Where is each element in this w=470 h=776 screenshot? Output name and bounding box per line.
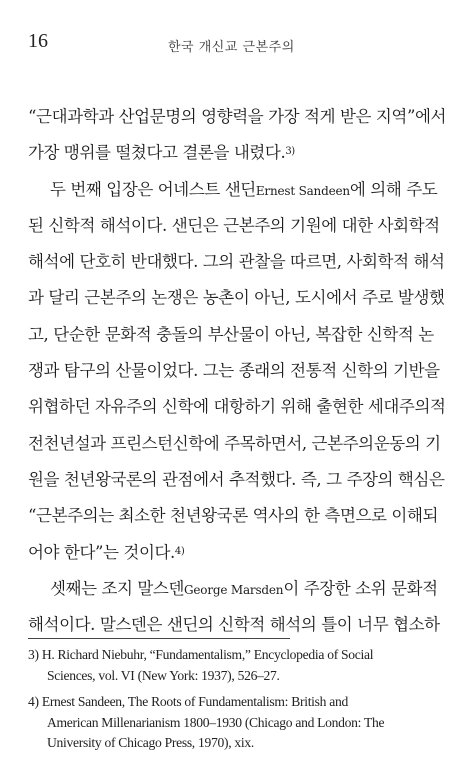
text-line xyxy=(28,208,448,244)
page-number: 16 xyxy=(28,30,48,52)
text-line xyxy=(28,498,448,534)
text-run: 과 달리 근본주의 논쟁은 농촌이 아닌, 도시에서 주로 발생했 xyxy=(28,288,445,308)
footnote-line: Sciences, vol. VI (New York: 1937), 526–27. xyxy=(47,667,280,683)
author-name-latin: George Marsden xyxy=(184,582,284,597)
text-line xyxy=(28,280,448,316)
text-run: “근본주의는 최소한 천년왕국론 역사의 한 측면으로 이해되 xyxy=(28,506,439,526)
text-run: 두 번째 입장은 어네스트 샌딘 xyxy=(50,179,256,199)
text-run: 해석에 단호히 반대했다. 그의 관찰을 따르면, 사회학적 해석 xyxy=(28,252,445,272)
text-line xyxy=(28,535,448,571)
running-head: 한국 개신교 근본주의 xyxy=(168,40,295,55)
text-line xyxy=(28,135,448,171)
text-run: 이 주장한 소위 문화적 xyxy=(283,578,438,598)
author-name-latin: Ernest Sandeen xyxy=(255,183,350,198)
text-line xyxy=(28,426,448,462)
text-run: 고, 단순한 문화적 충돌의 부산물이 아닌, 복잡한 신학적 논 xyxy=(28,324,434,344)
text-line xyxy=(28,389,448,425)
body-text xyxy=(28,99,448,643)
text-run: 에 의해 주도 xyxy=(349,179,438,199)
footnote-line: American Millenarianism 1800–1930 (Chicago and London: The xyxy=(47,714,385,730)
footnote-reference: 4) xyxy=(174,545,185,557)
text-run: 위협하던 자유주의 신학에 대항하기 위해 출현한 세대주의적 xyxy=(28,397,446,417)
footnote-line: 4) Ernest Sandeen, The Roots of Fundamentalism: British and xyxy=(28,694,348,709)
text-line xyxy=(28,99,448,135)
text-run: 가장 맹위를 떨쳤다고 결론을 내렸다. xyxy=(28,143,286,163)
footnote-line: 3) H. Richard Niebuhr, “Fundamentalism,” Encyclopedia of Social xyxy=(28,647,374,662)
text-run: 전천년설과 프린스턴신학에 주목하면서, 근본주의운동의 기 xyxy=(28,433,441,453)
footnote-reference: 3) xyxy=(285,146,295,158)
text-run: 쟁과 탐구의 산물이었다. 그는 종래의 전통적 신학의 기반을 xyxy=(28,361,440,381)
text-run: 해석이다. 말스덴은 샌딘의 신학적 해석의 틀이 너무 협소하 xyxy=(28,615,440,635)
footnote-divider xyxy=(28,638,290,639)
text-run: “근대과학과 산업문명의 영향력을 가장 적게 받은 지역”에서 xyxy=(28,107,447,126)
text-line xyxy=(28,462,448,498)
text-run: 된 신학적 해석이다. 샌딘은 근본주의 기원에 대한 사회학적 xyxy=(28,215,440,235)
text-line xyxy=(28,571,448,607)
text-run: 어야 한다”는 것이다. xyxy=(28,542,175,562)
text-line xyxy=(28,244,448,280)
text-run: 셋째는 조지 말스덴 xyxy=(50,578,185,598)
text-line xyxy=(28,317,448,353)
text-run: 원을 천년왕국론의 관점에서 추적했다. 즉, 그 주장의 핵심은 xyxy=(28,469,445,489)
text-line xyxy=(28,172,448,208)
text-line xyxy=(28,353,448,389)
footnotes xyxy=(28,643,448,754)
footnote-line: University of Chicago Press, 1970), xix. xyxy=(47,735,254,750)
